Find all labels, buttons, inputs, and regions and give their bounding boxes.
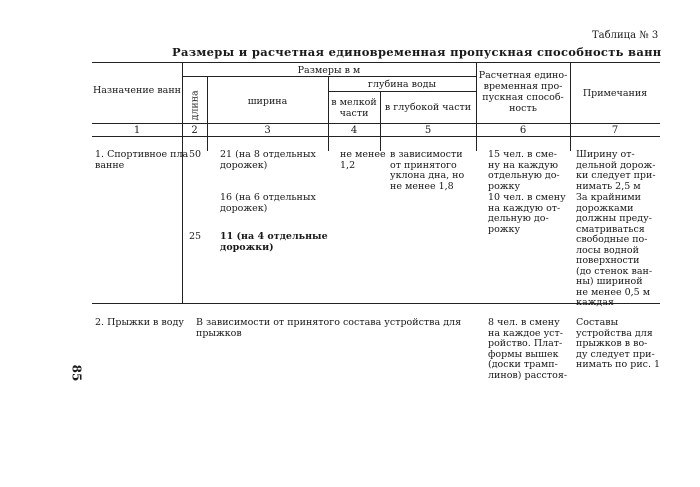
depth-rule <box>328 91 476 92</box>
header-bottom-rule <box>92 123 660 124</box>
row2-width: В зависимости от принятого состава устройства для прыжков <box>196 317 462 339</box>
row1-note-b: За крайними дорожками должны преду- сматриваться свободные по- лосы водной поверхности (до стенок ван- ны) шириной не менее 0,5 м каждая <box>576 192 653 308</box>
colnum-5: 5 <box>424 125 432 136</box>
header-purpose: Назначение ванн <box>92 85 181 96</box>
header-depth: глубина воды <box>367 79 437 90</box>
row1-length-a: 50 <box>189 149 202 160</box>
header-length: длина <box>189 90 201 121</box>
row1-length-b: 25 <box>189 231 202 242</box>
header-capacity: Расчетная едино- временная про- пускная способ- ность <box>478 70 568 114</box>
row1-width-b: 16 (на 6 отдельных дорожек) <box>220 192 316 214</box>
row1-shallow: не менее 1,2 <box>340 149 386 171</box>
sizes-rule <box>182 76 476 77</box>
table-top-rule <box>92 62 660 63</box>
row1-name: 1. Спортивное пла ванне <box>95 149 189 171</box>
row1-capacity-b: 10 чел. в смену на каждую от- дельную до- рожку <box>488 192 566 235</box>
colnum-2: 2 <box>191 125 198 136</box>
row2-name: 2. Прыжки в воду <box>95 317 184 328</box>
header-sizes: Размеры в м <box>297 65 361 76</box>
header-shallow: в мелкой части <box>331 97 377 119</box>
header-deep: в глубокой части <box>384 102 472 113</box>
table-number: Таблица № 3 <box>592 30 659 41</box>
row1-deep: в зависимости от принятого уклона дна, но не менее 1,8 <box>390 149 465 192</box>
row1-capacity-a: 15 чел. в сме- ну на каждую отдельную до- рожку <box>488 149 560 192</box>
colnum-4: 4 <box>350 125 358 136</box>
col-divider-6 <box>570 62 571 151</box>
colnum-7: 7 <box>611 125 619 136</box>
header-width: ширина <box>247 96 288 107</box>
col-divider-1 <box>182 62 183 304</box>
col-divider-2 <box>207 76 208 151</box>
colnum-1: 1 <box>133 125 141 136</box>
row1-note-a: Ширину от- дельной дорож- ки следует при- нимать 2,5 м <box>576 149 656 192</box>
header-notes: Примечания <box>582 88 648 99</box>
row1-width-c: 11 (на 4 отдельные дорожки) <box>220 231 328 253</box>
row2-capacity: 8 чел. в смену на каждое уст- ройство. Плат- формы вышек (доски трамп- линов) расстоя- <box>488 317 568 381</box>
page-number: 85 <box>69 364 84 382</box>
row-separator <box>92 303 660 304</box>
row2-note: Составы устройства для прыжков в во- ду следует при- нимать по рис. 1 <box>576 317 661 370</box>
col-divider-4 <box>380 91 381 151</box>
colnum-3: 3 <box>264 125 271 136</box>
table-title: Размеры и расчетная единовременная пропускная способность ванн <box>172 45 662 59</box>
colnum-6: 6 <box>519 125 527 136</box>
colnum-bottom-rule <box>92 136 660 137</box>
row1-width-a: 21 (на 8 отдельных дорожек) <box>220 149 316 171</box>
